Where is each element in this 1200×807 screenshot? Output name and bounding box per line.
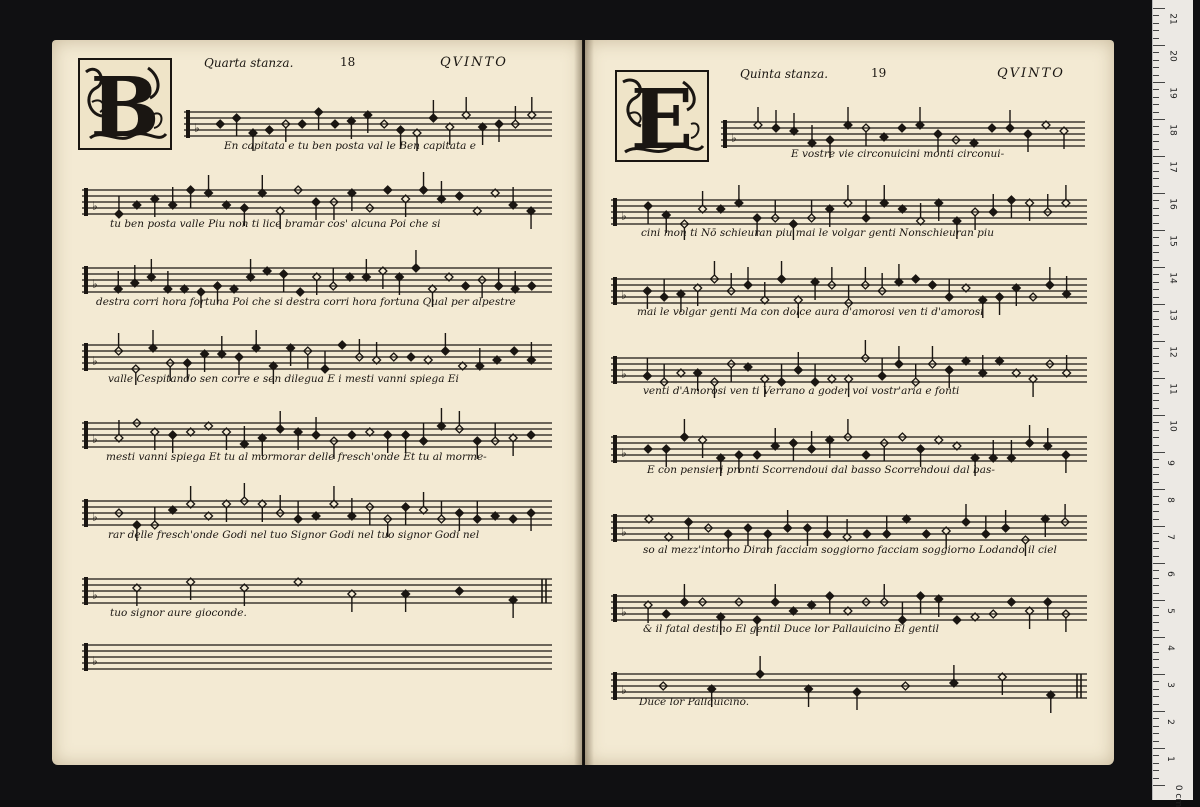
note-head bbox=[420, 186, 428, 194]
note-head bbox=[429, 114, 437, 122]
lyric-line: En capitata e tu ben posta val le Ben capitata e bbox=[224, 140, 476, 152]
note-head bbox=[685, 518, 693, 526]
ruler-tick bbox=[1153, 593, 1159, 594]
note-head bbox=[276, 425, 284, 433]
note-head bbox=[331, 120, 339, 128]
ruler-tick bbox=[1153, 141, 1159, 142]
note-head bbox=[826, 136, 834, 144]
ruler-tick bbox=[1153, 704, 1159, 705]
ruler-tick bbox=[1153, 304, 1165, 305]
ruler-tick bbox=[1153, 400, 1159, 401]
note-head bbox=[473, 515, 481, 523]
lyric-line: mai le volgar genti Ma con dolce aura d'amorosi ven ti d'amorosi bbox=[637, 306, 984, 318]
ruler-tick bbox=[1153, 334, 1159, 335]
ruler-tick bbox=[1153, 511, 1159, 512]
note-head bbox=[644, 202, 652, 210]
note-head bbox=[235, 353, 243, 361]
note-head bbox=[402, 503, 410, 511]
ruler-tick bbox=[1153, 726, 1159, 727]
ruler-tick bbox=[1153, 578, 1159, 579]
lyric-line: Duce lor Pallauicino. bbox=[639, 696, 750, 708]
ruler-tick bbox=[1153, 711, 1165, 712]
ruler-label: 20 bbox=[1167, 50, 1178, 62]
note-head bbox=[772, 124, 780, 132]
ruler-tick bbox=[1153, 378, 1165, 379]
voice-name: QVINTO bbox=[997, 66, 1065, 81]
flat-sign: ♭ bbox=[92, 510, 98, 524]
ruler-tick bbox=[1153, 496, 1159, 497]
note-head bbox=[384, 186, 392, 194]
note-head bbox=[495, 120, 503, 128]
ruler-tick bbox=[1153, 659, 1159, 660]
flat-sign: ♭ bbox=[621, 605, 627, 619]
note-head bbox=[756, 670, 764, 678]
flat-sign: ♭ bbox=[92, 588, 98, 602]
ruler-tick bbox=[1153, 134, 1159, 135]
ruler-tick bbox=[1153, 445, 1159, 446]
note-head bbox=[922, 530, 930, 538]
ruler-tick bbox=[1153, 156, 1165, 157]
note-head bbox=[348, 431, 356, 439]
note-head bbox=[724, 530, 732, 538]
ruler-tick bbox=[1153, 644, 1159, 645]
ruler-tick bbox=[1153, 607, 1159, 608]
ruler-tick bbox=[1153, 193, 1165, 194]
measurement-ruler bbox=[1152, 0, 1193, 807]
note-head bbox=[803, 524, 811, 532]
lyric-line: venti d'Amorosi ven ti Verrano a goder voi vostr'aria e fonti bbox=[643, 385, 960, 397]
clef-mark bbox=[84, 188, 88, 216]
note-head bbox=[321, 365, 329, 373]
note-head bbox=[280, 270, 288, 278]
ruler-label: 7 bbox=[1164, 534, 1175, 540]
ruler-tick bbox=[1153, 8, 1165, 9]
flat-sign: ♭ bbox=[621, 209, 627, 223]
ruler-label: 19 bbox=[1167, 87, 1178, 99]
ruler-tick bbox=[1153, 82, 1165, 83]
note-head bbox=[996, 293, 1004, 301]
page-number: 19 bbox=[871, 66, 887, 80]
ruler-tick bbox=[1153, 452, 1165, 453]
ruler-label: 2 bbox=[1164, 719, 1175, 725]
note-head bbox=[883, 530, 891, 538]
note-head bbox=[989, 208, 997, 216]
lyric-line: so al mezz'intorno Diran facciam soggiorno facciam soggiorno Lodando il ciel bbox=[643, 544, 1057, 556]
note-head bbox=[1002, 524, 1010, 532]
ruler-tick bbox=[1153, 474, 1159, 475]
note-head bbox=[216, 120, 224, 128]
ruler-tick bbox=[1153, 585, 1159, 586]
note-head bbox=[660, 293, 668, 301]
note-head bbox=[214, 282, 222, 290]
note-head bbox=[455, 192, 463, 200]
ruler-tick bbox=[1153, 208, 1159, 209]
ruler-tick bbox=[1153, 489, 1165, 490]
clef-mark bbox=[84, 643, 88, 671]
note-head bbox=[294, 515, 302, 523]
note-head bbox=[928, 281, 936, 289]
note-head bbox=[808, 445, 816, 453]
page-number: 18 bbox=[340, 55, 356, 69]
ruler-tick bbox=[1153, 348, 1159, 349]
ruler-tick bbox=[1153, 126, 1159, 127]
ruler-tick bbox=[1153, 311, 1159, 312]
ruler-tick bbox=[1153, 652, 1159, 653]
flat-sign: ♭ bbox=[621, 446, 627, 460]
ruler-label: 8 bbox=[1164, 497, 1175, 503]
svg-text:E: E bbox=[630, 72, 694, 162]
note-head bbox=[643, 287, 651, 295]
ruler-tick bbox=[1153, 615, 1159, 616]
ruler-tick bbox=[1153, 75, 1159, 76]
note-head bbox=[945, 293, 953, 301]
note-head bbox=[945, 366, 953, 374]
ruler-tick bbox=[1153, 718, 1159, 719]
note-head bbox=[183, 359, 191, 367]
note-head bbox=[296, 288, 304, 296]
note-head bbox=[764, 530, 772, 538]
clef-mark bbox=[613, 356, 617, 384]
note-head bbox=[441, 347, 449, 355]
ruler-tick bbox=[1153, 178, 1159, 179]
note-head bbox=[133, 521, 141, 529]
ruler-tick bbox=[1153, 252, 1159, 253]
note-head bbox=[312, 198, 320, 206]
ruler-tick bbox=[1153, 112, 1159, 113]
clef-mark bbox=[613, 514, 617, 542]
book-gutter bbox=[574, 40, 594, 765]
ruler-tick bbox=[1153, 356, 1159, 357]
note-head bbox=[473, 437, 481, 445]
note-head bbox=[265, 126, 273, 134]
ruler-label: 17 bbox=[1167, 161, 1178, 173]
note-head bbox=[315, 108, 323, 116]
ruler-label: 11 bbox=[1167, 383, 1178, 395]
note-head bbox=[412, 264, 420, 272]
ruler-tick bbox=[1153, 755, 1159, 756]
ruler-tick bbox=[1153, 371, 1159, 372]
ruler-tick bbox=[1153, 149, 1159, 150]
note-head bbox=[169, 431, 177, 439]
note-head bbox=[898, 124, 906, 132]
ruler-tick bbox=[1153, 237, 1159, 238]
ruler-tick bbox=[1153, 408, 1159, 409]
ruler-label: 13 bbox=[1167, 309, 1178, 321]
note-head bbox=[895, 360, 903, 368]
decorated-initial-e bbox=[615, 70, 709, 162]
ruler-tick bbox=[1153, 763, 1159, 764]
left-page bbox=[52, 40, 582, 765]
flat-sign: ♭ bbox=[731, 131, 737, 145]
ruler-tick bbox=[1153, 67, 1159, 68]
lyric-line: E con pensieri pronti Scorrendoui dal basso Scorrendoui dal bas- bbox=[647, 464, 995, 476]
note-head bbox=[853, 688, 861, 696]
note-head bbox=[826, 592, 834, 600]
note-head bbox=[862, 214, 870, 222]
ruler-tick bbox=[1153, 563, 1165, 564]
ruler-tick bbox=[1153, 97, 1159, 98]
ruler-label: 18 bbox=[1167, 124, 1178, 136]
ruler-tick bbox=[1153, 282, 1159, 283]
ruler-tick bbox=[1153, 260, 1159, 261]
clef-mark bbox=[84, 577, 88, 605]
flat-sign: ♭ bbox=[621, 525, 627, 539]
clef-mark bbox=[84, 266, 88, 294]
ruler-tick bbox=[1153, 385, 1159, 386]
note-head bbox=[778, 275, 786, 283]
ruler-tick bbox=[1153, 667, 1159, 668]
note-head bbox=[1024, 130, 1032, 138]
ruler-tick bbox=[1153, 319, 1159, 320]
note-head bbox=[863, 530, 871, 538]
clef-mark bbox=[613, 277, 617, 305]
ruler-tick bbox=[1153, 38, 1159, 39]
note-head bbox=[680, 433, 688, 441]
note-head bbox=[643, 372, 651, 380]
flat-sign: ♭ bbox=[621, 683, 627, 697]
note-head bbox=[397, 126, 405, 134]
note-head bbox=[953, 616, 961, 624]
note-head bbox=[753, 451, 761, 459]
clef-mark bbox=[613, 672, 617, 700]
ruler-tick bbox=[1153, 785, 1165, 786]
note-head bbox=[1007, 196, 1015, 204]
ruler-tick bbox=[1153, 526, 1165, 527]
ruler-tick bbox=[1153, 541, 1159, 542]
ruler-tick bbox=[1153, 45, 1165, 46]
ruler-tick bbox=[1153, 548, 1159, 549]
lyric-line: cini mon ti Nō schieuran piu mai le volgar genti Nonschieuran piu bbox=[641, 227, 995, 239]
ruler-tick bbox=[1153, 430, 1159, 431]
note-head bbox=[878, 372, 886, 380]
ruler-tick bbox=[1153, 267, 1165, 268]
lyric-line: tuo signor aure gioconde. bbox=[110, 607, 247, 619]
ruler-label: 16 bbox=[1167, 198, 1178, 210]
ruler-tick bbox=[1153, 200, 1159, 201]
clef-mark bbox=[613, 198, 617, 226]
note-head bbox=[1046, 281, 1054, 289]
ruler-tick bbox=[1153, 223, 1159, 224]
ruler-label: 4 bbox=[1164, 645, 1175, 651]
ruler-tick bbox=[1153, 674, 1165, 675]
lyric-line: valle Cespitando sen corre e sen dilegua E i mesti vanni spiega Ei bbox=[108, 373, 459, 385]
note-head bbox=[298, 120, 306, 128]
ruler-tick bbox=[1153, 689, 1159, 690]
ruler-label: 12 bbox=[1167, 346, 1178, 358]
note-head bbox=[510, 347, 518, 355]
note-head bbox=[187, 186, 195, 194]
clef-mark bbox=[613, 435, 617, 463]
note-head bbox=[784, 524, 792, 532]
note-head bbox=[197, 288, 205, 296]
ruler-tick bbox=[1153, 733, 1159, 734]
clef-mark bbox=[84, 343, 88, 371]
ruler-tick bbox=[1153, 637, 1165, 638]
flat-sign: ♭ bbox=[92, 199, 98, 213]
ruler-tick bbox=[1153, 245, 1159, 246]
ruler-tick bbox=[1153, 289, 1159, 290]
ruler-tick bbox=[1153, 23, 1159, 24]
ruler-tick bbox=[1153, 52, 1159, 53]
ruler-label: 3 bbox=[1164, 682, 1175, 688]
ruler-tick bbox=[1153, 30, 1159, 31]
note-head bbox=[1007, 598, 1015, 606]
clef-mark bbox=[613, 594, 617, 622]
lyric-line: rar delle fresch'onde Godi nel tuo Signor Godi nel tuo signor Godi nel bbox=[108, 529, 480, 541]
decorated-initial-b bbox=[78, 58, 172, 150]
ruler-tick bbox=[1153, 519, 1159, 520]
note-head bbox=[934, 130, 942, 138]
ruler-label: 6 bbox=[1164, 571, 1175, 577]
ruler-tick bbox=[1153, 467, 1159, 468]
ruler-tick bbox=[1153, 104, 1159, 105]
flat-sign: ♭ bbox=[621, 288, 627, 302]
ruler-tick bbox=[1153, 422, 1159, 423]
ruler-tick bbox=[1153, 89, 1159, 90]
ruler-label: 1 bbox=[1164, 756, 1175, 762]
note-head bbox=[982, 530, 990, 538]
lyric-line: mesti vanni spiega Et tu al mormorar delle fresch'onde Et tu al morme- bbox=[106, 451, 487, 463]
stanza-title: Quarta stanza. bbox=[204, 56, 294, 70]
note-head bbox=[771, 598, 779, 606]
ruler-tick bbox=[1153, 363, 1159, 364]
note-head bbox=[1044, 598, 1052, 606]
ruler-tick bbox=[1153, 297, 1159, 298]
flat-sign: ♭ bbox=[92, 354, 98, 368]
lyric-line: E vostre vie circonuicini monti circonui- bbox=[791, 148, 1005, 160]
note-head bbox=[455, 509, 463, 517]
note-head bbox=[789, 439, 797, 447]
note-head bbox=[644, 445, 652, 453]
note-head bbox=[744, 524, 752, 532]
ruler-tick bbox=[1153, 533, 1159, 534]
ruler-tick bbox=[1153, 163, 1159, 164]
flat-sign: ♭ bbox=[621, 367, 627, 381]
flat-sign: ♭ bbox=[92, 432, 98, 446]
note-head bbox=[115, 210, 123, 218]
ruler-tick bbox=[1153, 326, 1159, 327]
note-head bbox=[680, 598, 688, 606]
ruler-tick bbox=[1153, 778, 1159, 779]
note-head bbox=[527, 431, 535, 439]
ruler-tick bbox=[1153, 741, 1159, 742]
note-head bbox=[917, 592, 925, 600]
ruler-tick bbox=[1153, 171, 1159, 172]
ruler-tick bbox=[1153, 459, 1159, 460]
note-head bbox=[1026, 439, 1034, 447]
note-head bbox=[240, 204, 248, 212]
ruler-tick bbox=[1153, 482, 1159, 483]
voice-name: QVINTO bbox=[440, 55, 508, 70]
note-head bbox=[794, 366, 802, 374]
ruler-tick bbox=[1153, 556, 1159, 557]
ruler-label: 9 bbox=[1164, 460, 1175, 466]
ruler-label: 21 bbox=[1167, 13, 1178, 25]
note-head bbox=[744, 281, 752, 289]
ruler-tick bbox=[1153, 770, 1159, 771]
ruler-tick bbox=[1153, 437, 1159, 438]
clef-mark bbox=[723, 120, 727, 148]
note-head bbox=[1062, 451, 1070, 459]
stanza-title: Quinta stanza. bbox=[740, 67, 829, 81]
ruler-label: 0 cm bbox=[1173, 784, 1184, 807]
ruler-tick bbox=[1153, 630, 1159, 631]
note-head bbox=[988, 124, 996, 132]
note-head bbox=[962, 518, 970, 526]
note-head bbox=[455, 587, 463, 595]
note-head bbox=[912, 275, 920, 283]
note-head bbox=[528, 282, 536, 290]
note-head bbox=[233, 114, 241, 122]
flat-sign: ♭ bbox=[92, 277, 98, 291]
ruler-tick bbox=[1153, 748, 1165, 749]
ruler-label: 10 bbox=[1167, 420, 1178, 432]
note-head bbox=[862, 451, 870, 459]
svg-text:B: B bbox=[90, 60, 160, 150]
ruler-tick bbox=[1153, 15, 1159, 16]
clef-mark bbox=[84, 499, 88, 527]
ruler-tick bbox=[1153, 622, 1159, 623]
ruler-tick bbox=[1153, 504, 1159, 505]
note-head bbox=[662, 445, 670, 453]
note-head bbox=[753, 214, 761, 222]
ruler-tick bbox=[1153, 215, 1159, 216]
note-head bbox=[312, 431, 320, 439]
flat-sign: ♭ bbox=[194, 121, 200, 135]
note-head bbox=[823, 530, 831, 538]
ruler-tick bbox=[1153, 186, 1159, 187]
note-head bbox=[917, 445, 925, 453]
note-head bbox=[462, 282, 470, 290]
ruler-tick bbox=[1153, 600, 1165, 601]
note-head bbox=[1006, 124, 1014, 132]
ruler-tick bbox=[1153, 60, 1159, 61]
ruler-tick bbox=[1153, 415, 1165, 416]
clef-mark bbox=[186, 110, 190, 138]
note-head bbox=[735, 451, 743, 459]
ruler-label: 15 bbox=[1167, 235, 1178, 247]
note-head bbox=[407, 353, 415, 361]
ruler-tick bbox=[1153, 570, 1159, 571]
ruler-tick bbox=[1153, 696, 1159, 697]
ruler-tick bbox=[1153, 393, 1159, 394]
flat-sign: ♭ bbox=[92, 654, 98, 668]
right-page bbox=[585, 40, 1114, 765]
lyric-line: tu ben posta valle Piu non ti lice bramar cos' alcuna Poi che si bbox=[110, 218, 441, 230]
ruler-tick bbox=[1153, 681, 1159, 682]
music-staff bbox=[82, 625, 552, 685]
open-book bbox=[52, 40, 1114, 765]
ruler-tick bbox=[1153, 274, 1159, 275]
ruler-label: 5 bbox=[1164, 608, 1175, 614]
ruler-tick bbox=[1153, 230, 1165, 231]
lyric-line: destra corri hora fortuna Poi che si destra corri hora fortuna Qual per alpestre bbox=[96, 296, 516, 308]
ruler-tick bbox=[1153, 341, 1165, 342]
note-head bbox=[338, 341, 346, 349]
note-head bbox=[527, 509, 535, 517]
note-head bbox=[662, 610, 670, 618]
ruler-tick bbox=[1153, 119, 1165, 120]
note-head bbox=[495, 282, 503, 290]
clef-mark bbox=[84, 421, 88, 449]
note-head bbox=[509, 515, 517, 523]
note-head bbox=[402, 431, 410, 439]
ruler-label: 14 bbox=[1167, 272, 1178, 284]
lyric-line: & il fatal destino El gentil Duce lor Pallauicino El gentil bbox=[643, 623, 939, 635]
note-head bbox=[384, 431, 392, 439]
note-head bbox=[420, 437, 428, 445]
